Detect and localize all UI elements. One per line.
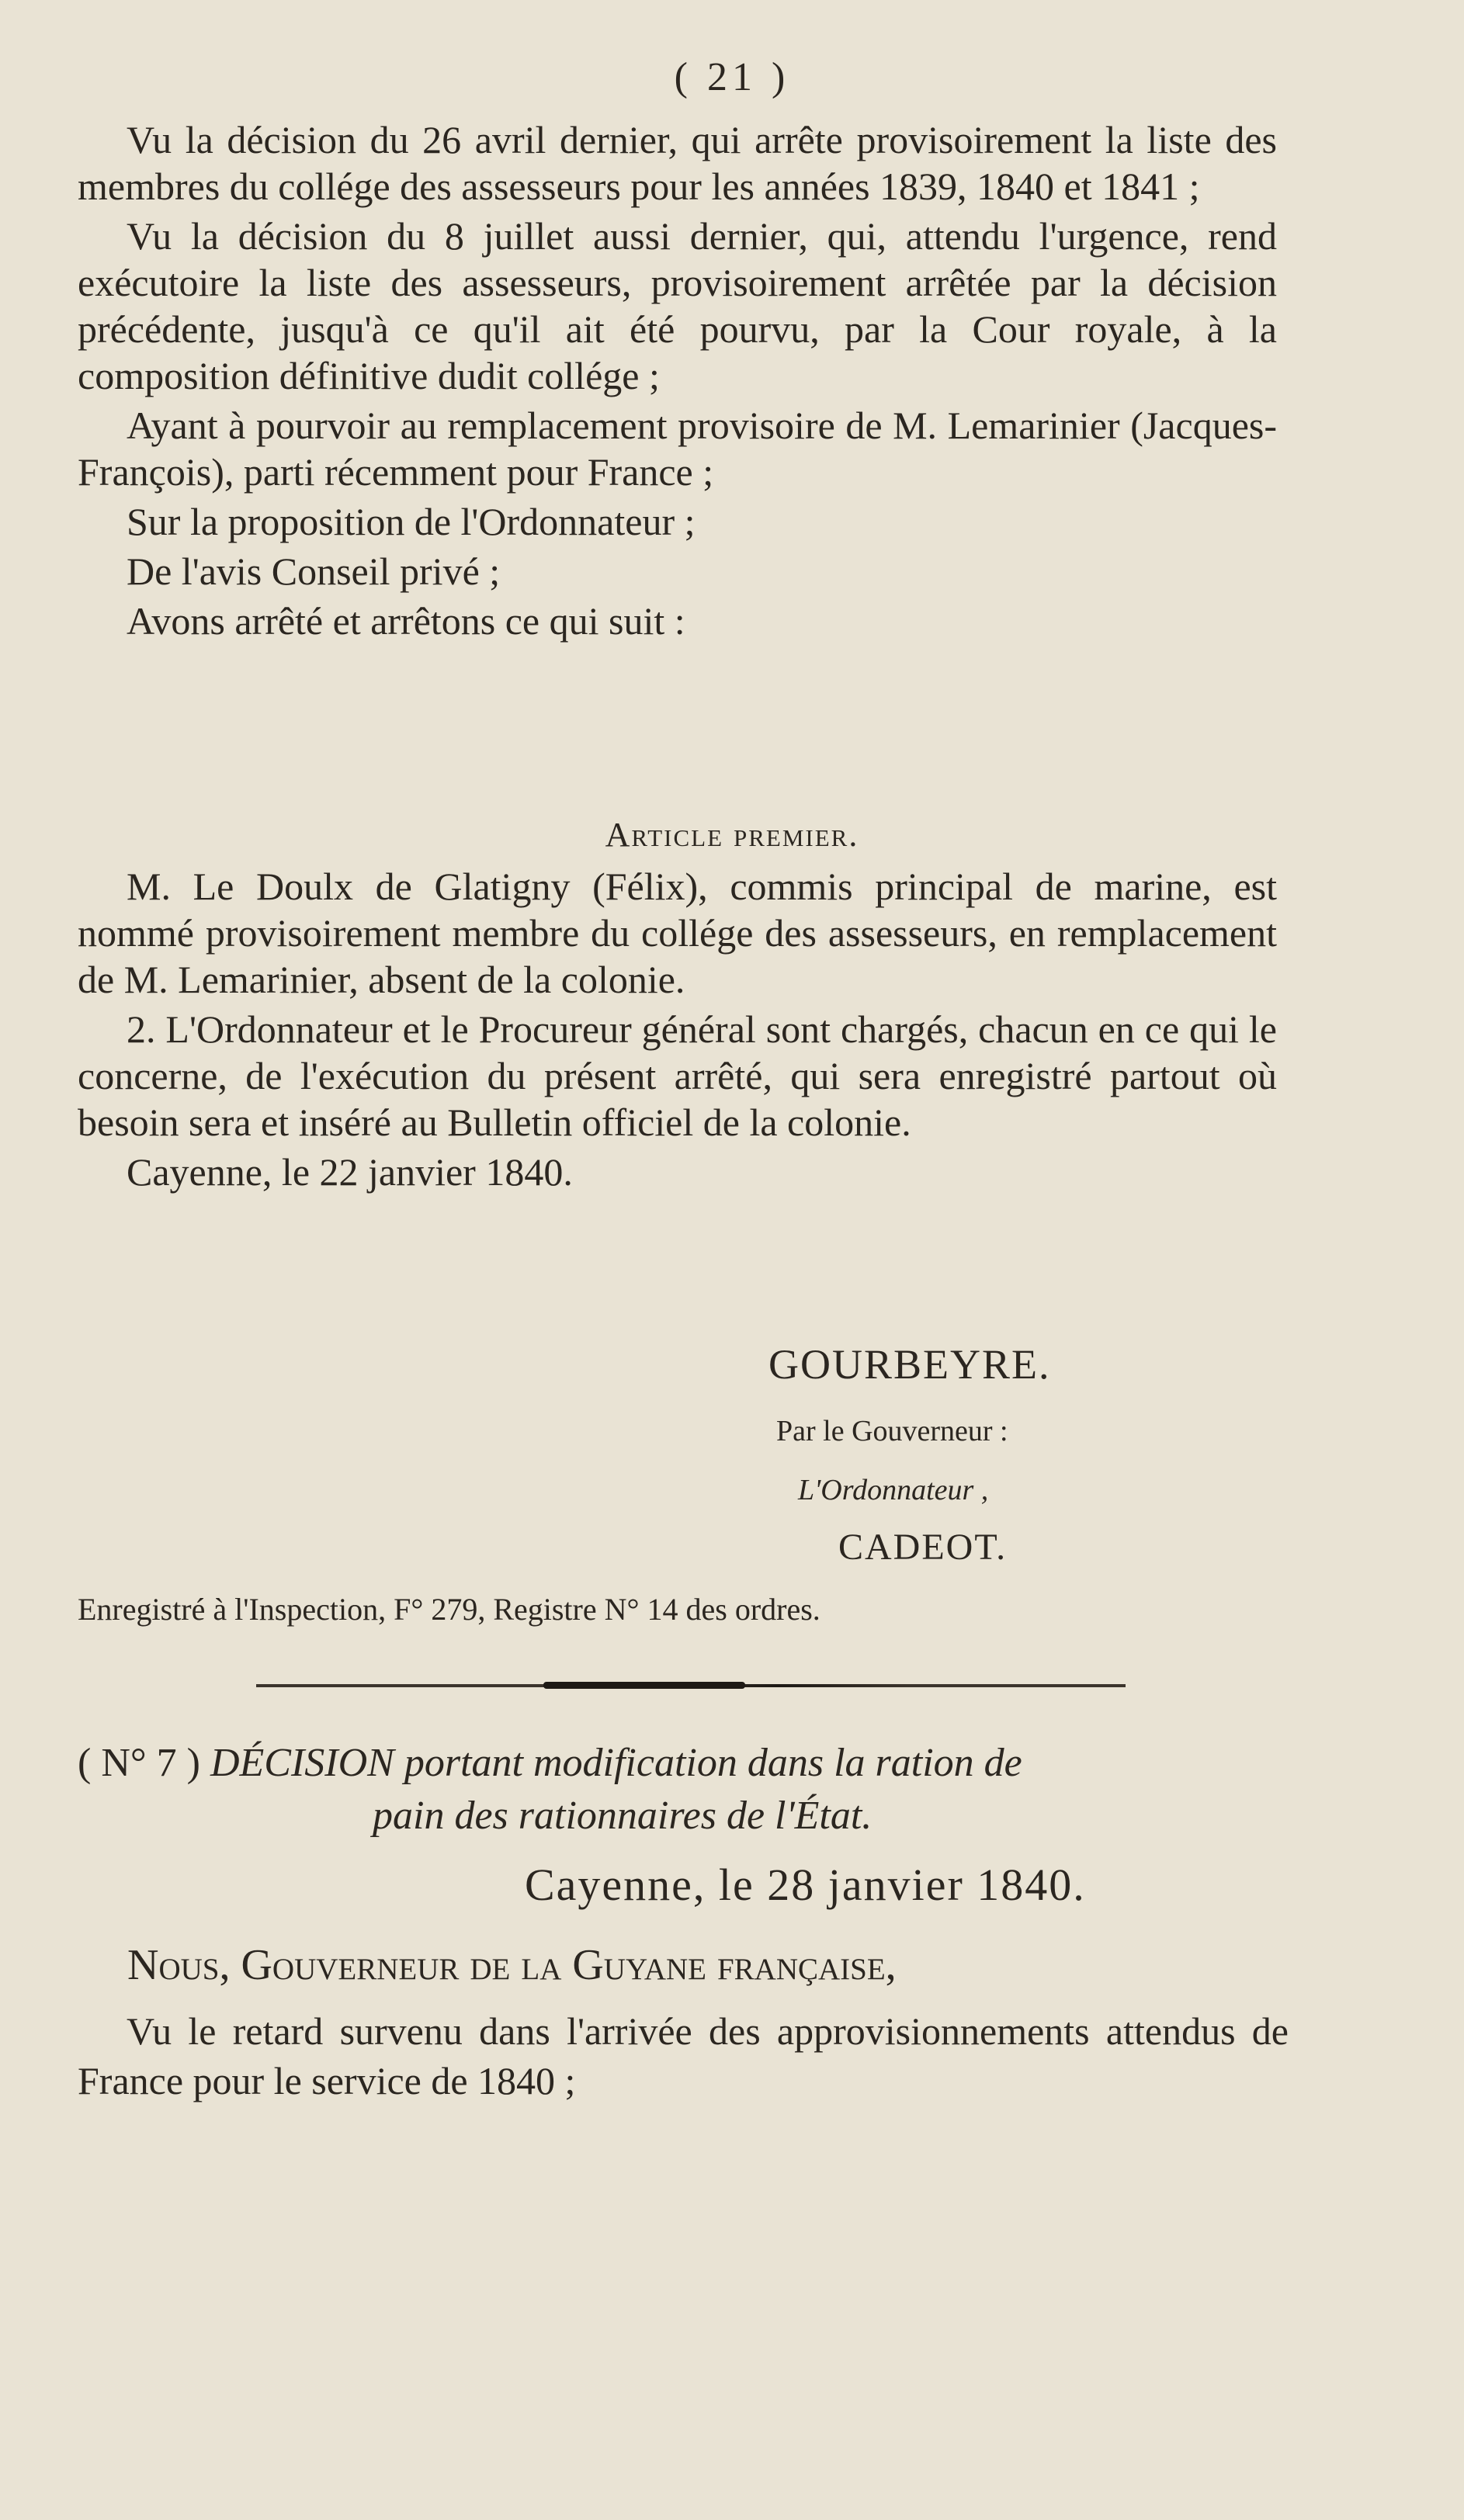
signature-governor: GOURBEYRE.: [768, 1341, 1051, 1388]
decision-nous-line: Nous, Gouverneur de la Guyane française,: [127, 1941, 897, 1989]
decision-title-line1: DÉCISION portant modification dans la ration de: [210, 1741, 1022, 1785]
paragraph-ayant-a-pourvoir: Ayant à pourvoir au remplacement provisoire de M. Lemarinier (Jacques-François), parti récemment pour France ;: [78, 404, 1277, 494]
article-block: [78, 863, 1277, 1198]
registration-note: Enregistré à l'Inspection, F° 279, Registre N° 14 des ordres.: [78, 1592, 820, 1627]
page-number: ( 21 ): [674, 55, 790, 99]
paragraph-de-l-avis: De l'avis Conseil privé ;: [127, 549, 501, 593]
decision-number: ( N° 7 ): [78, 1741, 200, 1785]
section-divider-accent: [543, 1682, 745, 1689]
paragraph-article-2: 2. L'Ordonnateur et le Procureur général sont chargés, chacun en ce qui le concerne, de l'exécution du présent arrêté, qui sera enregistré partout où besoin sera et inséré au Bulletin officiel de la colonie.: [78, 1007, 1277, 1144]
paragraph-avons-arrete: Avons arrêté et arrêtons ce qui suit :: [127, 599, 685, 643]
decision-date: Cayenne, le 28 janvier 1840.: [525, 1860, 1086, 1910]
paragraph-vu-decision-avril: Vu la décision du 26 avril dernier, qui arrête provisoirement la liste des membres du collége des assesseurs pour les années 1839, 1840 et 1841 ;: [78, 118, 1277, 208]
signature-role: L'Ordonnateur ,: [798, 1474, 989, 1506]
decision-body: [78, 2006, 1289, 2109]
article-heading: Article premier.: [605, 816, 859, 854]
paragraph-vu-decision-juillet: Vu la décision du 8 juillet aussi dernier, qui, attendu l'urgence, rend exécutoire la liste des assesseurs, provisoirement arrêtée par la décision précédente, jusqu'à ce qu'il ait été pourvu, par la Cour royale, à la composition définitive dudit collége ;: [78, 214, 1277, 397]
signature-by-line: Par le Gouverneur :: [776, 1415, 1008, 1447]
paragraph-article-1: M. Le Doulx de Glatigny (Félix), commis principal de marine, est nommé provisoirement membre du collége des assesseurs, en remplacement de M. Lemarinier, absent de la colonie.: [78, 865, 1277, 1001]
paragraph-sur-la-proposition: Sur la proposition de l'Ordonnateur ;: [127, 500, 696, 543]
paragraph-date-place: Cayenne, le 22 janvier 1840.: [127, 1150, 573, 1194]
preamble-block: [78, 116, 1277, 647]
decision-title-line2: pain des rationnaires de l'État.: [373, 1794, 873, 1838]
signature-ordonnateur: CADEOT.: [838, 1527, 1008, 1568]
decision-body-paragraph: Vu le retard survenu dans l'arrivée des approvisionnements attendus de France pour le service de 1840 ;: [78, 2009, 1289, 2102]
decision-header: [78, 1737, 1289, 1842]
